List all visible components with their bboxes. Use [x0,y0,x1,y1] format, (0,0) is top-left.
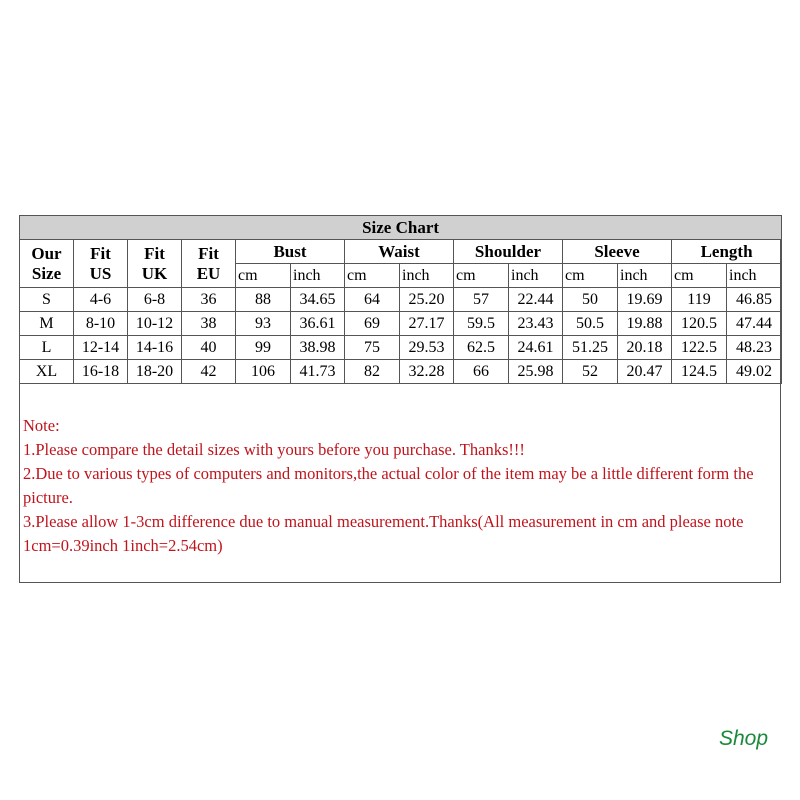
table-cell: 122.5 [672,336,727,360]
table-cell: 19.88 [618,312,672,336]
table-cell: 46.85 [727,288,782,312]
note-item: 2.Due to various types of computers and monitors,the actual color of the item may be a little different form the picture. [23,464,754,507]
table-row [20,336,782,360]
header-fit-us: Fit US [74,240,128,288]
table-cell: 23.43 [509,312,563,336]
table-cell: 50.5 [563,312,618,336]
table-cell: 64 [345,288,400,312]
header-waist: Waist [345,240,454,264]
table-cell: 42 [182,360,236,384]
shop-watermark: Shop [719,727,769,750]
table-cell: 99 [236,336,291,360]
table-cell: 20.47 [618,360,672,384]
table-cell: 27.17 [400,312,454,336]
table-cell: 124.5 [672,360,727,384]
table-cell: 49.02 [727,360,782,384]
note-item: 3.Please allow 1-3cm difference due to manual measurement.Thanks(All measurement in cm and please note 1cm=0.39inch 1inch=2.54cm) [23,512,744,555]
table-cell: 50 [563,288,618,312]
notes [23,414,781,558]
unit-inch: inch [618,264,672,288]
table-cell: 47.44 [727,312,782,336]
table-cell: 29.53 [400,336,454,360]
table-row [20,288,782,312]
table-cell: 36 [182,288,236,312]
table-cell: 66 [454,360,509,384]
table-cell: 75 [345,336,400,360]
table-cell: 38 [182,312,236,336]
table-cell: 51.25 [563,336,618,360]
unit-inch: inch [727,264,782,288]
table-cell: 10-12 [128,312,182,336]
table-cell: 8-10 [74,312,128,336]
header-bust: Bust [236,240,345,264]
table-row [20,360,782,384]
note-item: 1.Please compare the detail sizes with yours before you purchase. Thanks!!! [23,440,525,459]
size-label-cell: XL [20,360,74,384]
header-our-size: Our Size [20,240,74,288]
unit-cm: cm [672,264,727,288]
table-cell: 88 [236,288,291,312]
size-label-cell: M [20,312,74,336]
table-cell: 12-14 [74,336,128,360]
table-cell: 48.23 [727,336,782,360]
unit-cm: cm [563,264,618,288]
unit-inch: inch [509,264,563,288]
table-cell: 36.61 [291,312,345,336]
unit-cm: cm [454,264,509,288]
note-heading: Note: [23,416,60,435]
header-length: Length [672,240,782,264]
table-cell: 25.98 [509,360,563,384]
table-cell: 59.5 [454,312,509,336]
table-cell: 4-6 [74,288,128,312]
unit-cm: cm [345,264,400,288]
table-cell: 20.18 [618,336,672,360]
unit-cm: cm [236,264,291,288]
table-cell: 32.28 [400,360,454,384]
table-cell: 19.69 [618,288,672,312]
table-cell: 38.98 [291,336,345,360]
table-cell: 34.65 [291,288,345,312]
table-cell: 106 [236,360,291,384]
table-cell: 52 [563,360,618,384]
unit-inch: inch [400,264,454,288]
table-cell: 69 [345,312,400,336]
size-chart [19,215,781,583]
table-cell: 24.61 [509,336,563,360]
table-cell: 16-18 [74,360,128,384]
table-title: Size Chart [20,216,782,240]
size-label-cell: S [20,288,74,312]
table-cell: 93 [236,312,291,336]
table-cell: 18-20 [128,360,182,384]
table-cell: 25.20 [400,288,454,312]
table-cell: 62.5 [454,336,509,360]
unit-inch: inch [291,264,345,288]
size-table [19,215,782,384]
table-cell: 82 [345,360,400,384]
table-row [20,312,782,336]
header-fit-uk: Fit UK [128,240,182,288]
table-cell: 14-16 [128,336,182,360]
table-cell: 41.73 [291,360,345,384]
size-label-cell: L [20,336,74,360]
table-cell: 22.44 [509,288,563,312]
table-cell: 120.5 [672,312,727,336]
table-cell: 6-8 [128,288,182,312]
table-cell: 57 [454,288,509,312]
header-sleeve: Sleeve [563,240,672,264]
table-cell: 40 [182,336,236,360]
header-shoulder: Shoulder [454,240,563,264]
table-cell: 119 [672,288,727,312]
header-fit-eu: Fit EU [182,240,236,288]
size-rows [20,288,782,384]
